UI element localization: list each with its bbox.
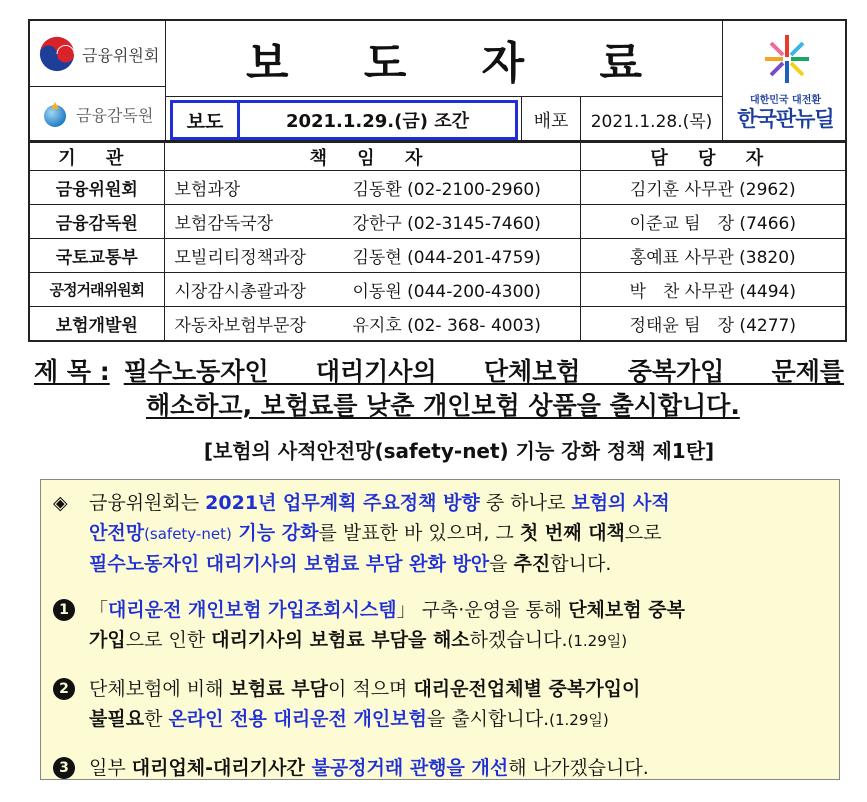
press-release-header <box>28 19 847 142</box>
resp-name: 강한구 (02-3145-7460) <box>352 214 541 234</box>
staff-cell: 박 찬 사무관 (4494) <box>580 273 846 307</box>
table-row <box>29 171 846 205</box>
text-run: 중 하나로 <box>479 492 572 514</box>
bodo-label: 보도 <box>170 100 240 140</box>
fsc-emblem-icon <box>38 35 76 73</box>
subject-line-1-text: 필수노동자인 대리기사의 단체보험 중복가입 문제를 <box>123 357 844 386</box>
text-run: 를 발표한 바 있으며, 그 <box>318 522 520 544</box>
text-run: 단체보험에 비해 <box>89 678 230 700</box>
resp-name: 이동원 (044-200-4300) <box>352 282 541 302</box>
bold-run: 가입 <box>89 629 126 651</box>
summary-item-1 <box>53 595 829 656</box>
text-run: 합니다. <box>550 553 612 575</box>
new-deal-subtitle: 대한민국 대전환 <box>749 95 822 106</box>
bold-run: 대리운전업체별 중복가입이 <box>413 678 641 700</box>
fsc-logo-text: 금융위원회 <box>82 46 160 65</box>
fss-emblem-icon <box>40 99 70 129</box>
col-header-resp: 책 임 자 <box>164 143 580 171</box>
highlight-run: 2021년 업무계획 주요정책 방향 <box>205 492 480 514</box>
korean-new-deal-logo <box>722 21 847 142</box>
org-cell: 금융위원회 <box>29 171 164 205</box>
text-run: 」 구축·운영을 통해 <box>396 599 569 621</box>
text-run: 한 <box>144 708 169 730</box>
org-cell: 보험개발원 <box>29 307 164 341</box>
org-cell: 국토교통부 <box>29 239 164 273</box>
page-title: 보 도 자 료 <box>166 21 722 97</box>
resp-name: 유지호 (02- 368- 4003) <box>352 315 541 336</box>
table-row <box>29 273 846 307</box>
release-info-row <box>166 97 722 142</box>
col-header-org: 기 관 <box>29 143 164 171</box>
table-row <box>29 239 846 273</box>
fss-logo <box>30 87 166 142</box>
text-run: 이 적으며 <box>327 678 414 700</box>
date-run: (1.29일) <box>549 711 609 729</box>
staff-cell: 김기훈 사무관 (2962) <box>580 171 846 205</box>
summary-item-3 <box>53 753 829 783</box>
resp-dept: 시장감시총괄과장 <box>174 282 306 302</box>
baepo-date: 2021.1.28.(목) <box>590 112 713 132</box>
highlight-run: 온라인 전용 대리운전 개인보험 <box>168 708 427 730</box>
fsc-logo <box>30 21 166 87</box>
text-run: 「 <box>89 599 109 621</box>
highlight-run: 기능 강화 <box>231 522 319 544</box>
subject-subtitle: [보험의 사적안전망(safety-net) 기능 강화 정책 제1탄] <box>203 439 715 463</box>
summary-item-2 <box>53 674 829 735</box>
table-row <box>29 307 846 341</box>
bold-run: 보험료 부담 <box>229 678 328 700</box>
subject-line-1 <box>34 355 844 389</box>
resp-dept: 모빌리티정책과장 <box>174 248 306 268</box>
new-deal-title: 한국판뉴딜 <box>737 107 834 131</box>
bold-run: 대리기사의 보험료 부담을 해소 <box>211 629 470 651</box>
highlight-run: 안전망 <box>89 522 145 544</box>
org-cell: 금융감독원 <box>29 205 164 239</box>
summary-box <box>40 479 840 780</box>
resp-dept: 자동차보험부문장 <box>174 315 306 336</box>
resp-cell <box>164 307 580 341</box>
number-3-icon: 3 <box>53 757 75 779</box>
bold-run: 단체보험 중복 <box>568 599 685 621</box>
highlight-run: 대리운전 개인보험 가입조회시스템 <box>108 599 397 621</box>
number-1-icon: 1 <box>53 599 75 621</box>
text-run: 금융위원회는 <box>89 492 206 514</box>
text-run: 을 출시합니다. <box>426 708 550 730</box>
bold-run: 첫 번째 대책 <box>519 522 625 544</box>
bold-run: 불필요 <box>89 708 145 730</box>
new-deal-star-icon <box>759 33 815 85</box>
resp-cell <box>164 205 580 239</box>
text-run: 을 <box>489 553 514 575</box>
highlight-run: 필수노동자인 대리기사의 보험료 부담 완화 방안 <box>89 553 490 575</box>
contacts-header-row <box>29 143 846 171</box>
resp-dept: 보험과장 <box>174 180 241 200</box>
bold-run: 추진 <box>513 553 551 575</box>
bold-run: 대리업체-대리기사간 <box>131 757 312 779</box>
subject-line-2: 해소하고, 보험료를 낮춘 개인보험 상품을 출시합니다. <box>146 391 740 420</box>
summary-lead <box>53 488 829 579</box>
diamond-bullet-icon: ◈ <box>53 492 68 514</box>
resp-cell <box>164 273 580 307</box>
staff-cell: 정태윤 팀 장 (4277) <box>580 307 846 341</box>
staff-cell: 홍예표 사무관 (3820) <box>580 239 846 273</box>
resp-cell <box>164 171 580 205</box>
resp-cell <box>164 239 580 273</box>
table-row <box>29 205 846 239</box>
text-run: 하겠습니다. <box>469 629 568 651</box>
subject-label: 제 목 : <box>34 357 110 386</box>
subject-title <box>34 355 844 423</box>
staff-cell: 이준교 팀 장 (7466) <box>580 205 846 239</box>
date-run: (1.29일) <box>567 632 628 650</box>
baepo-label: 배포 <box>521 97 581 142</box>
fss-logo-text: 금융감독원 <box>76 106 154 125</box>
resp-name: 김동환 (02-2100-2960) <box>352 180 541 200</box>
embargo-date: 2021.1.29.(금) 조간 <box>240 100 518 140</box>
resp-dept: 보험감독국장 <box>174 214 274 234</box>
resp-name: 김동현 (044-201-4759) <box>352 248 541 268</box>
text-run: 해 나가겠습니다. <box>508 757 649 779</box>
text-run: 으로 인한 <box>125 629 212 651</box>
number-2-icon: 2 <box>53 678 75 700</box>
highlight-run: 보험의 사적 <box>571 492 670 514</box>
contacts-table <box>28 142 847 342</box>
highlight-run: (safety-net) <box>144 525 232 543</box>
org-cell: 공정거래위원회 <box>29 273 164 307</box>
highlight-run: 불공정거래 관행을 개선 <box>311 757 509 779</box>
col-header-staff: 담 당 자 <box>580 143 846 171</box>
text-run: 일부 <box>89 757 132 779</box>
text-run: 으로 <box>624 522 662 544</box>
